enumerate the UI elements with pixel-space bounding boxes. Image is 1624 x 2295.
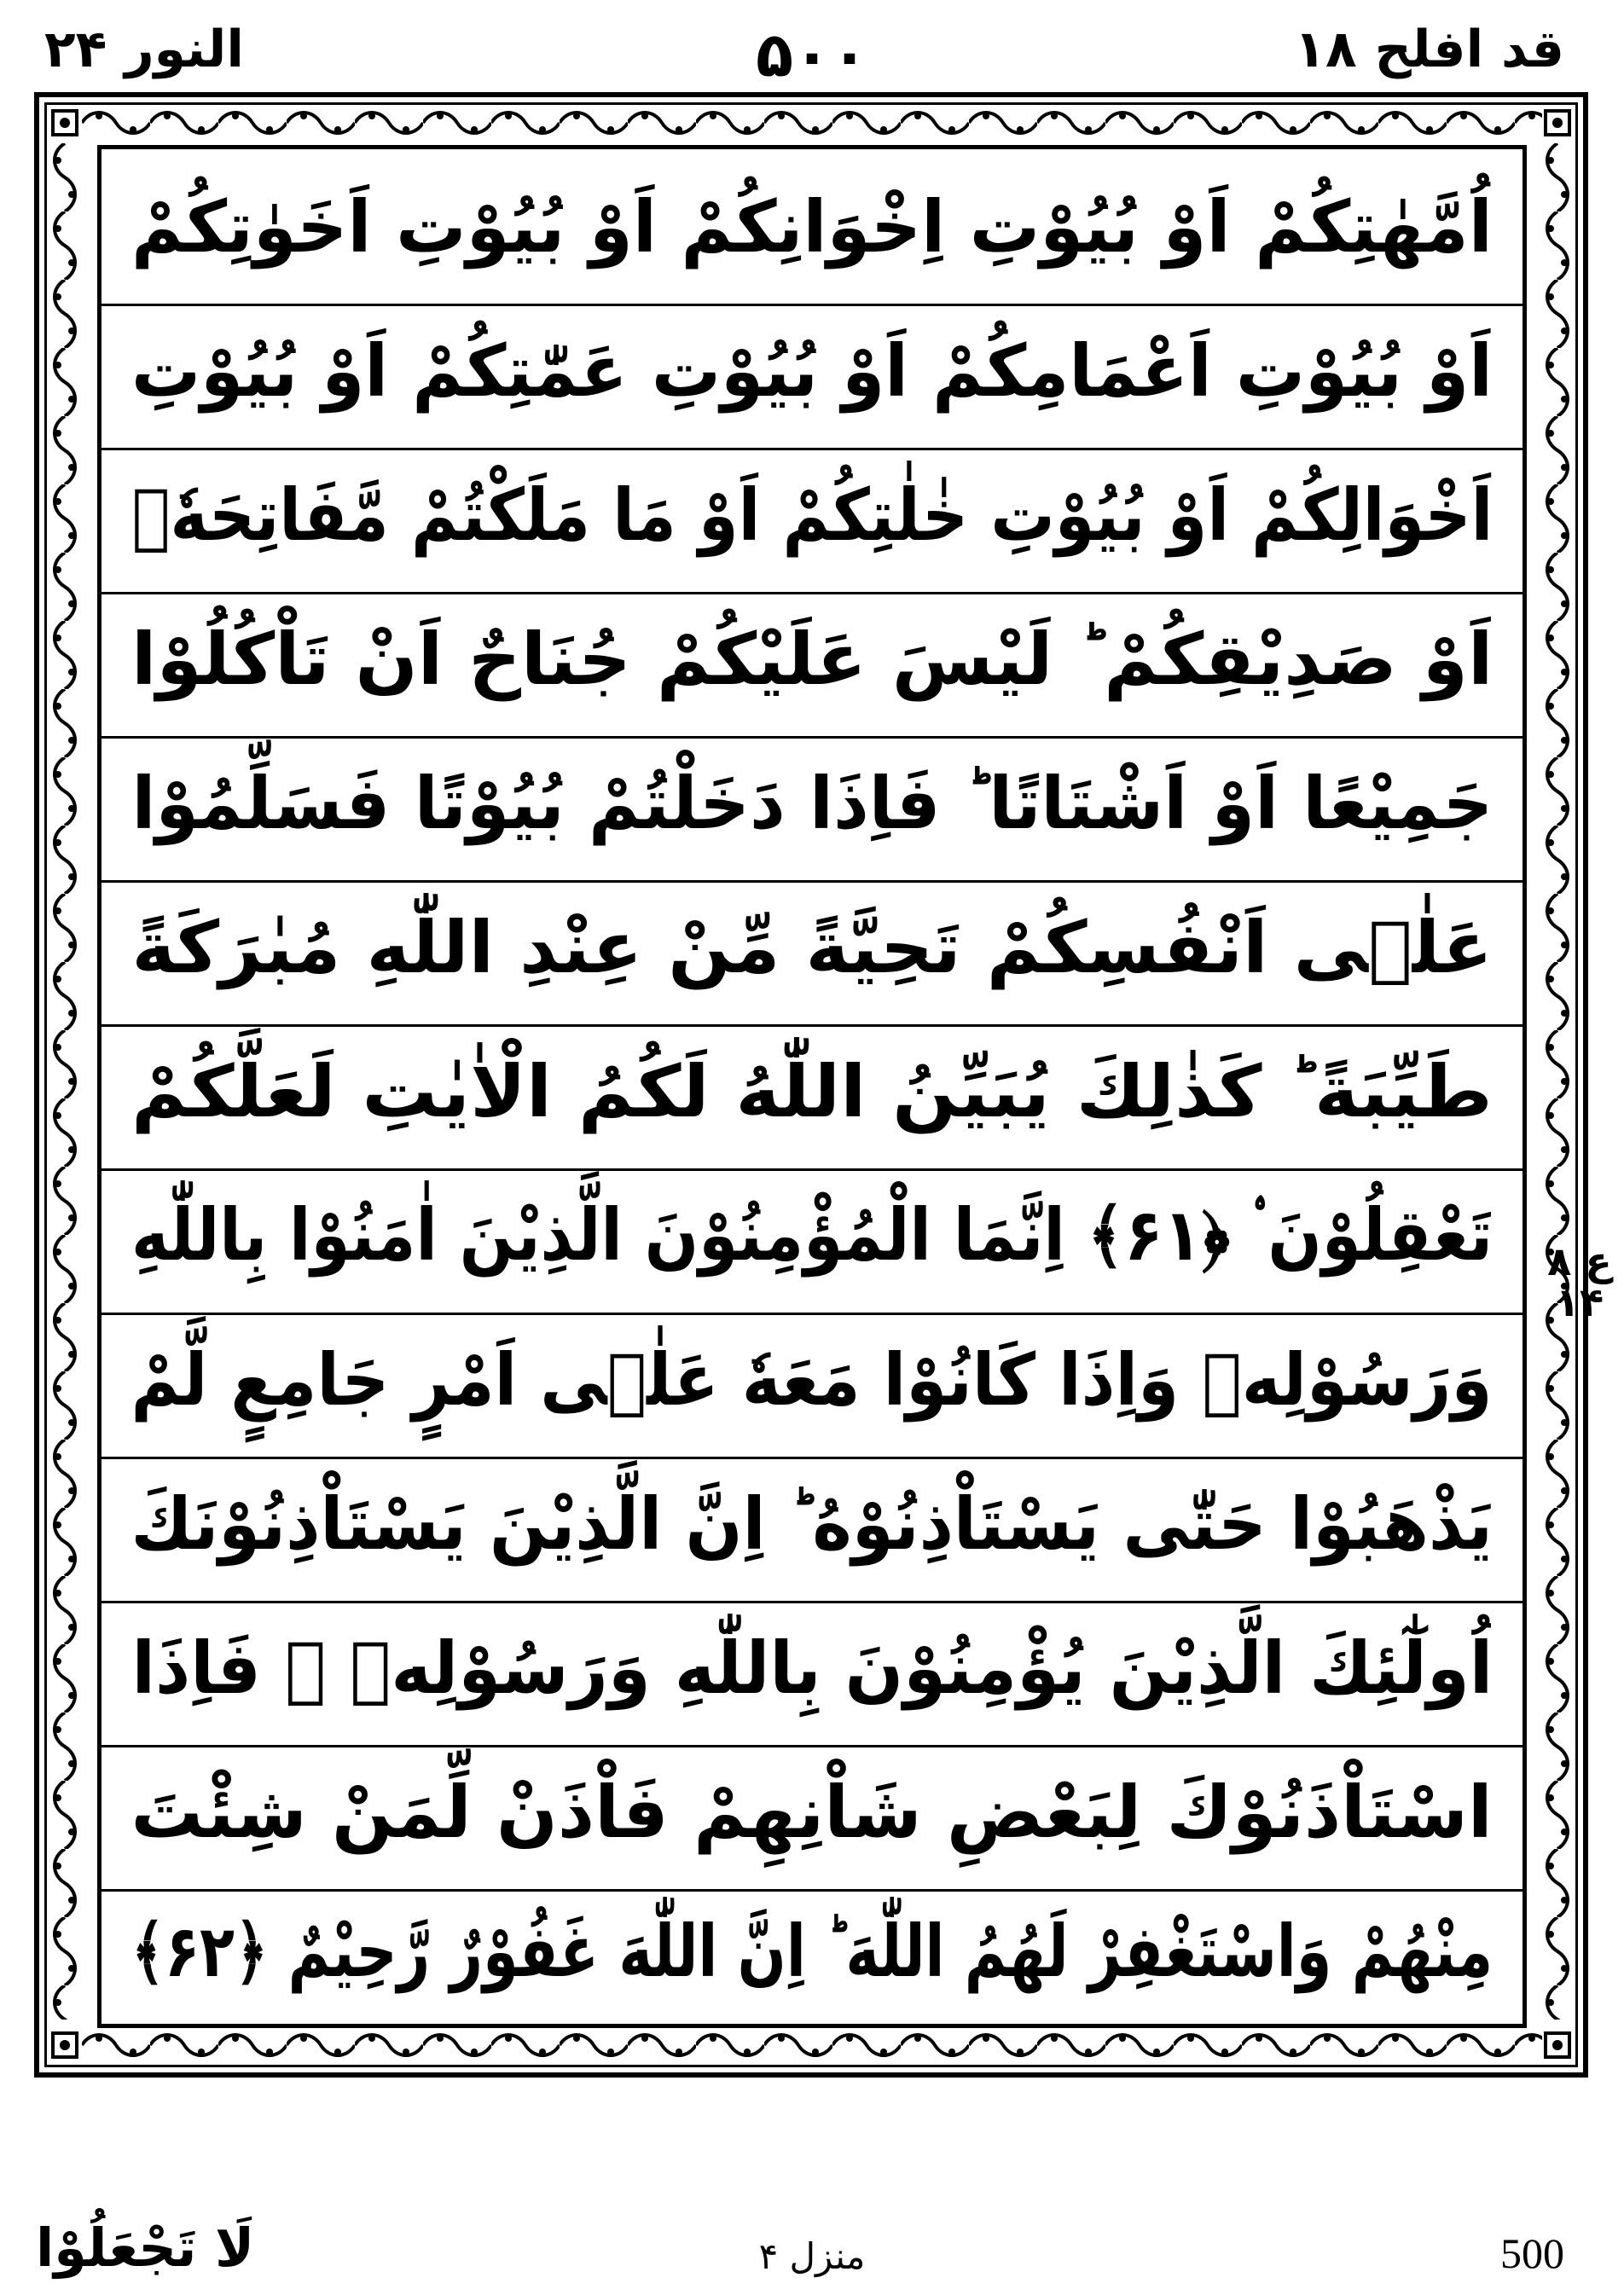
verse-line xyxy=(102,1879,1522,2024)
verse-line xyxy=(102,1302,1522,1459)
verse-line xyxy=(102,726,1522,883)
verse-text: اَوْ بُيُوْتِ اَعْمَامِكُمْ اَوْ بُيُوْتِ عَمّٰتِكُمْ اَوْ بُيُوْتِ xyxy=(131,328,1493,413)
catchword: لَا تَجْعَلُوْا xyxy=(36,2217,255,2279)
verse-line xyxy=(102,149,1522,306)
verse-text: يَذْهَبُوْا حَتّٰى يَسْتَاْذِنُوْهُ ؕ اِنَّ الَّذِيْنَ يَسْتَاْذِنُوْنَكَ xyxy=(130,1481,1494,1566)
verse-line xyxy=(102,1591,1522,1747)
verse-text: اَوْ صَدِيْقِكُمْ ؕ لَيْسَ عَلَيْكُمْ جُنَاحٌ اَنْ تَاْكُلُوْا xyxy=(130,617,1494,701)
corner-ornament-top-right xyxy=(1540,106,1575,140)
page-number-latin: 500 xyxy=(1500,2229,1564,2277)
verse-block xyxy=(97,145,1527,2028)
ruku-marker: ع ۸ ۱۴ xyxy=(1547,1238,1612,1326)
verse-line xyxy=(102,1158,1522,1315)
left-ornament xyxy=(48,143,82,2020)
verse-text: تَعْقِلُوْنَ ۟ ﴿۶۱﴾ اِنَّمَا الْمُؤْمِنُوْنَ الَّذِيْنَ اٰمَنُوْا بِاللّٰهِ xyxy=(130,1193,1494,1277)
corner-ornament-top-left xyxy=(48,106,82,140)
page-number-arabic: ۵۰۰ xyxy=(756,19,868,90)
verse-text: عَلٰۤى اَنْفُسِكُمْ تَحِيَّةً مِّنْ عِنْدِ اللّٰهِ مُبٰرَكَةً xyxy=(131,905,1493,989)
juz-label: قد افلح ۱۸ xyxy=(1294,20,1564,79)
verse-text: اَخْوَالِكُمْ اَوْ بُيُوْتِ خٰلٰتِكُمْ اَوْ مَا مَلَكْتُمْ مَّفَاتِحَهٗۤ xyxy=(131,472,1493,557)
verse-text: اسْتَاْذَنُوْكَ لِبَعْضِ شَاْنِهِمْ فَاْذَنْ لِّمَنْ شِئْتَ xyxy=(130,1770,1494,1854)
corner-ornament-bottom-left xyxy=(48,2028,82,2062)
corner-ornament-bottom-right xyxy=(1540,2028,1575,2062)
verse-line xyxy=(102,438,1522,594)
verse-line xyxy=(102,1735,1522,1892)
verse-line xyxy=(102,582,1522,739)
right-ornament xyxy=(1540,143,1575,2020)
verse-line xyxy=(102,870,1522,1027)
verse-text: مِنْهُمْ وَاسْتَغْفِرْ لَهُمُ اللّٰهَ ؕ اِنَّ اللّٰهَ غَفُوْرٌ رَّحِيْمٌ ﴿۶۲﴾ xyxy=(130,1910,1494,1993)
verse-line xyxy=(102,1014,1522,1171)
verse-text: طَيِّبَةً ؕ كَذٰلِكَ يُبَيِّنُ اللّٰهُ لَكُمُ الْاٰيٰتِ لَعَلَّكُمْ xyxy=(131,1049,1493,1133)
surah-label: النور ۲۴ xyxy=(44,20,244,79)
verse-text: جَمِيْعًا اَوْ اَشْتَاتًا ؕ فَاِذَا دَخَلْتُمْ بُيُوْتًا فَسَلِّمُوْا xyxy=(131,761,1493,845)
verse-line xyxy=(102,293,1522,450)
manzil-label: منزل ۴ xyxy=(758,2235,866,2277)
verse-line xyxy=(102,1446,1522,1603)
verse-text: اُولٰٓئِكَ الَّذِيْنَ يُؤْمِنُوْنَ بِاللّٰهِ وَرَسُوْلِهٖ ۚ فَاِذَا xyxy=(131,1626,1493,1710)
verse-text: وَرَسُوْلِهٖ وَاِذَا كَانُوْا مَعَهٗ عَلٰۤى اَمْرٍ جَامِعٍ لَّمْ xyxy=(130,1337,1494,1422)
bottom-ornament xyxy=(82,2028,1542,2062)
verse-text: اُمَّهٰتِكُمْ اَوْ بُيُوْتِ اِخْوَانِكُمْ اَوْ بُيُوْتِ اَخَوٰتِكُمْ xyxy=(131,184,1493,269)
top-ornament xyxy=(82,106,1542,140)
